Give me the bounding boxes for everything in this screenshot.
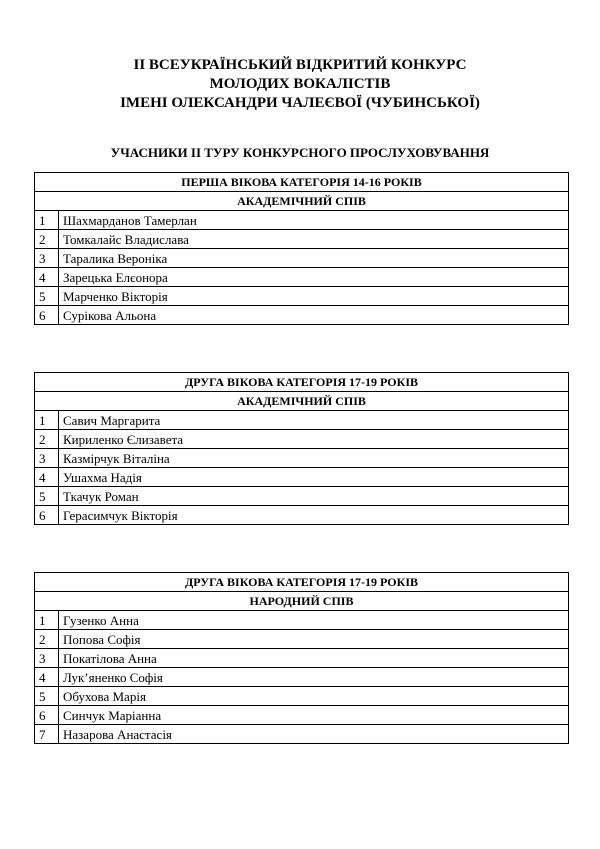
participant-name: Герасимчук Вікторія bbox=[59, 506, 569, 525]
title-line-1: II ВСЕУКРАЇНСЬКИЙ ВІДКРИТИЙ КОНКУРС bbox=[133, 57, 467, 73]
participant-name: Ушахма Надія bbox=[59, 468, 569, 487]
row-number: 4 bbox=[35, 468, 59, 487]
participant-name: Синчук Маріанна bbox=[59, 706, 569, 725]
table-row bbox=[35, 668, 569, 687]
document-subtitle: УЧАСНИКИ ІІ ТУРУ КОНКУРСНОГО ПРОСЛУХОВУВАННЯ bbox=[110, 145, 490, 160]
participant-name: Казмірчук Віталіна bbox=[59, 449, 569, 468]
table-row bbox=[35, 649, 569, 668]
table-row bbox=[35, 430, 569, 449]
row-number: 5 bbox=[35, 487, 59, 506]
table-row bbox=[35, 249, 569, 268]
table-row bbox=[35, 468, 569, 487]
category-header: ДРУГА ВІКОВА КАТЕГОРІЯ 17-19 РОКІВ bbox=[35, 573, 569, 592]
participant-name: Таралика Вероніка bbox=[59, 249, 569, 268]
participant-name: Шахмарданов Тамерлан bbox=[59, 211, 569, 230]
participant-name: Зарецька Елєонора bbox=[59, 268, 569, 287]
row-number: 5 bbox=[35, 687, 59, 706]
table-row bbox=[35, 411, 569, 430]
participant-name: Попова Софія bbox=[59, 630, 569, 649]
participant-name: Назарова Анастасія bbox=[59, 725, 569, 744]
row-number: 6 bbox=[35, 706, 59, 725]
row-number: 1 bbox=[35, 611, 59, 630]
table-row bbox=[35, 287, 569, 306]
row-number: 7 bbox=[35, 725, 59, 744]
participant-name: Томкалайс Владислава bbox=[59, 230, 569, 249]
participants-table-3 bbox=[34, 572, 569, 744]
table-row bbox=[35, 630, 569, 649]
table-row bbox=[35, 706, 569, 725]
title-line-3: ІМЕНІ ОЛЕКСАНДРИ ЧАЛЕЄВОЇ (ЧУБИНСЬКОЇ) bbox=[120, 95, 480, 111]
participant-name: Марченко Вікторія bbox=[59, 287, 569, 306]
genre-header: АКАДЕМІЧНИЙ СПІВ bbox=[35, 392, 569, 411]
row-number: 1 bbox=[35, 211, 59, 230]
table-row bbox=[35, 230, 569, 249]
participant-name: Гузенко Анна bbox=[59, 611, 569, 630]
row-number: 2 bbox=[35, 630, 59, 649]
table-row bbox=[35, 487, 569, 506]
row-number: 3 bbox=[35, 249, 59, 268]
category-header: ПЕРША ВІКОВА КАТЕГОРІЯ 14-16 РОКІВ bbox=[35, 173, 569, 192]
genre-header: АКАДЕМІЧНИЙ СПІВ bbox=[35, 192, 569, 211]
table-row bbox=[35, 268, 569, 287]
row-number: 3 bbox=[35, 649, 59, 668]
row-number: 3 bbox=[35, 449, 59, 468]
table-row bbox=[35, 306, 569, 325]
participant-name: Кириленко Єлизавета bbox=[59, 430, 569, 449]
participant-name: Сурікова Альона bbox=[59, 306, 569, 325]
table-row bbox=[35, 211, 569, 230]
title-line-2: МОЛОДИХ ВОКАЛІСТІВ bbox=[209, 76, 391, 92]
table-row bbox=[35, 506, 569, 525]
row-number: 4 bbox=[35, 668, 59, 687]
row-number: 4 bbox=[35, 268, 59, 287]
table-row bbox=[35, 725, 569, 744]
genre-header: НАРОДНИЙ СПІВ bbox=[35, 592, 569, 611]
document-title bbox=[0, 56, 600, 113]
participant-name: Савич Маргарита bbox=[59, 411, 569, 430]
participant-name: Обухова Марія bbox=[59, 687, 569, 706]
row-number: 5 bbox=[35, 287, 59, 306]
participants-table-2 bbox=[34, 372, 569, 525]
row-number: 2 bbox=[35, 230, 59, 249]
row-number: 6 bbox=[35, 306, 59, 325]
participant-name: Лук’яненко Софія bbox=[59, 668, 569, 687]
category-header: ДРУГА ВІКОВА КАТЕГОРІЯ 17-19 РОКІВ bbox=[35, 373, 569, 392]
table-row bbox=[35, 611, 569, 630]
row-number: 2 bbox=[35, 430, 59, 449]
row-number: 1 bbox=[35, 411, 59, 430]
participant-name: Ткачук Роман bbox=[59, 487, 569, 506]
participants-table-1 bbox=[34, 172, 569, 325]
table-row bbox=[35, 687, 569, 706]
table-row bbox=[35, 449, 569, 468]
row-number: 6 bbox=[35, 506, 59, 525]
participant-name: Покатілова Анна bbox=[59, 649, 569, 668]
